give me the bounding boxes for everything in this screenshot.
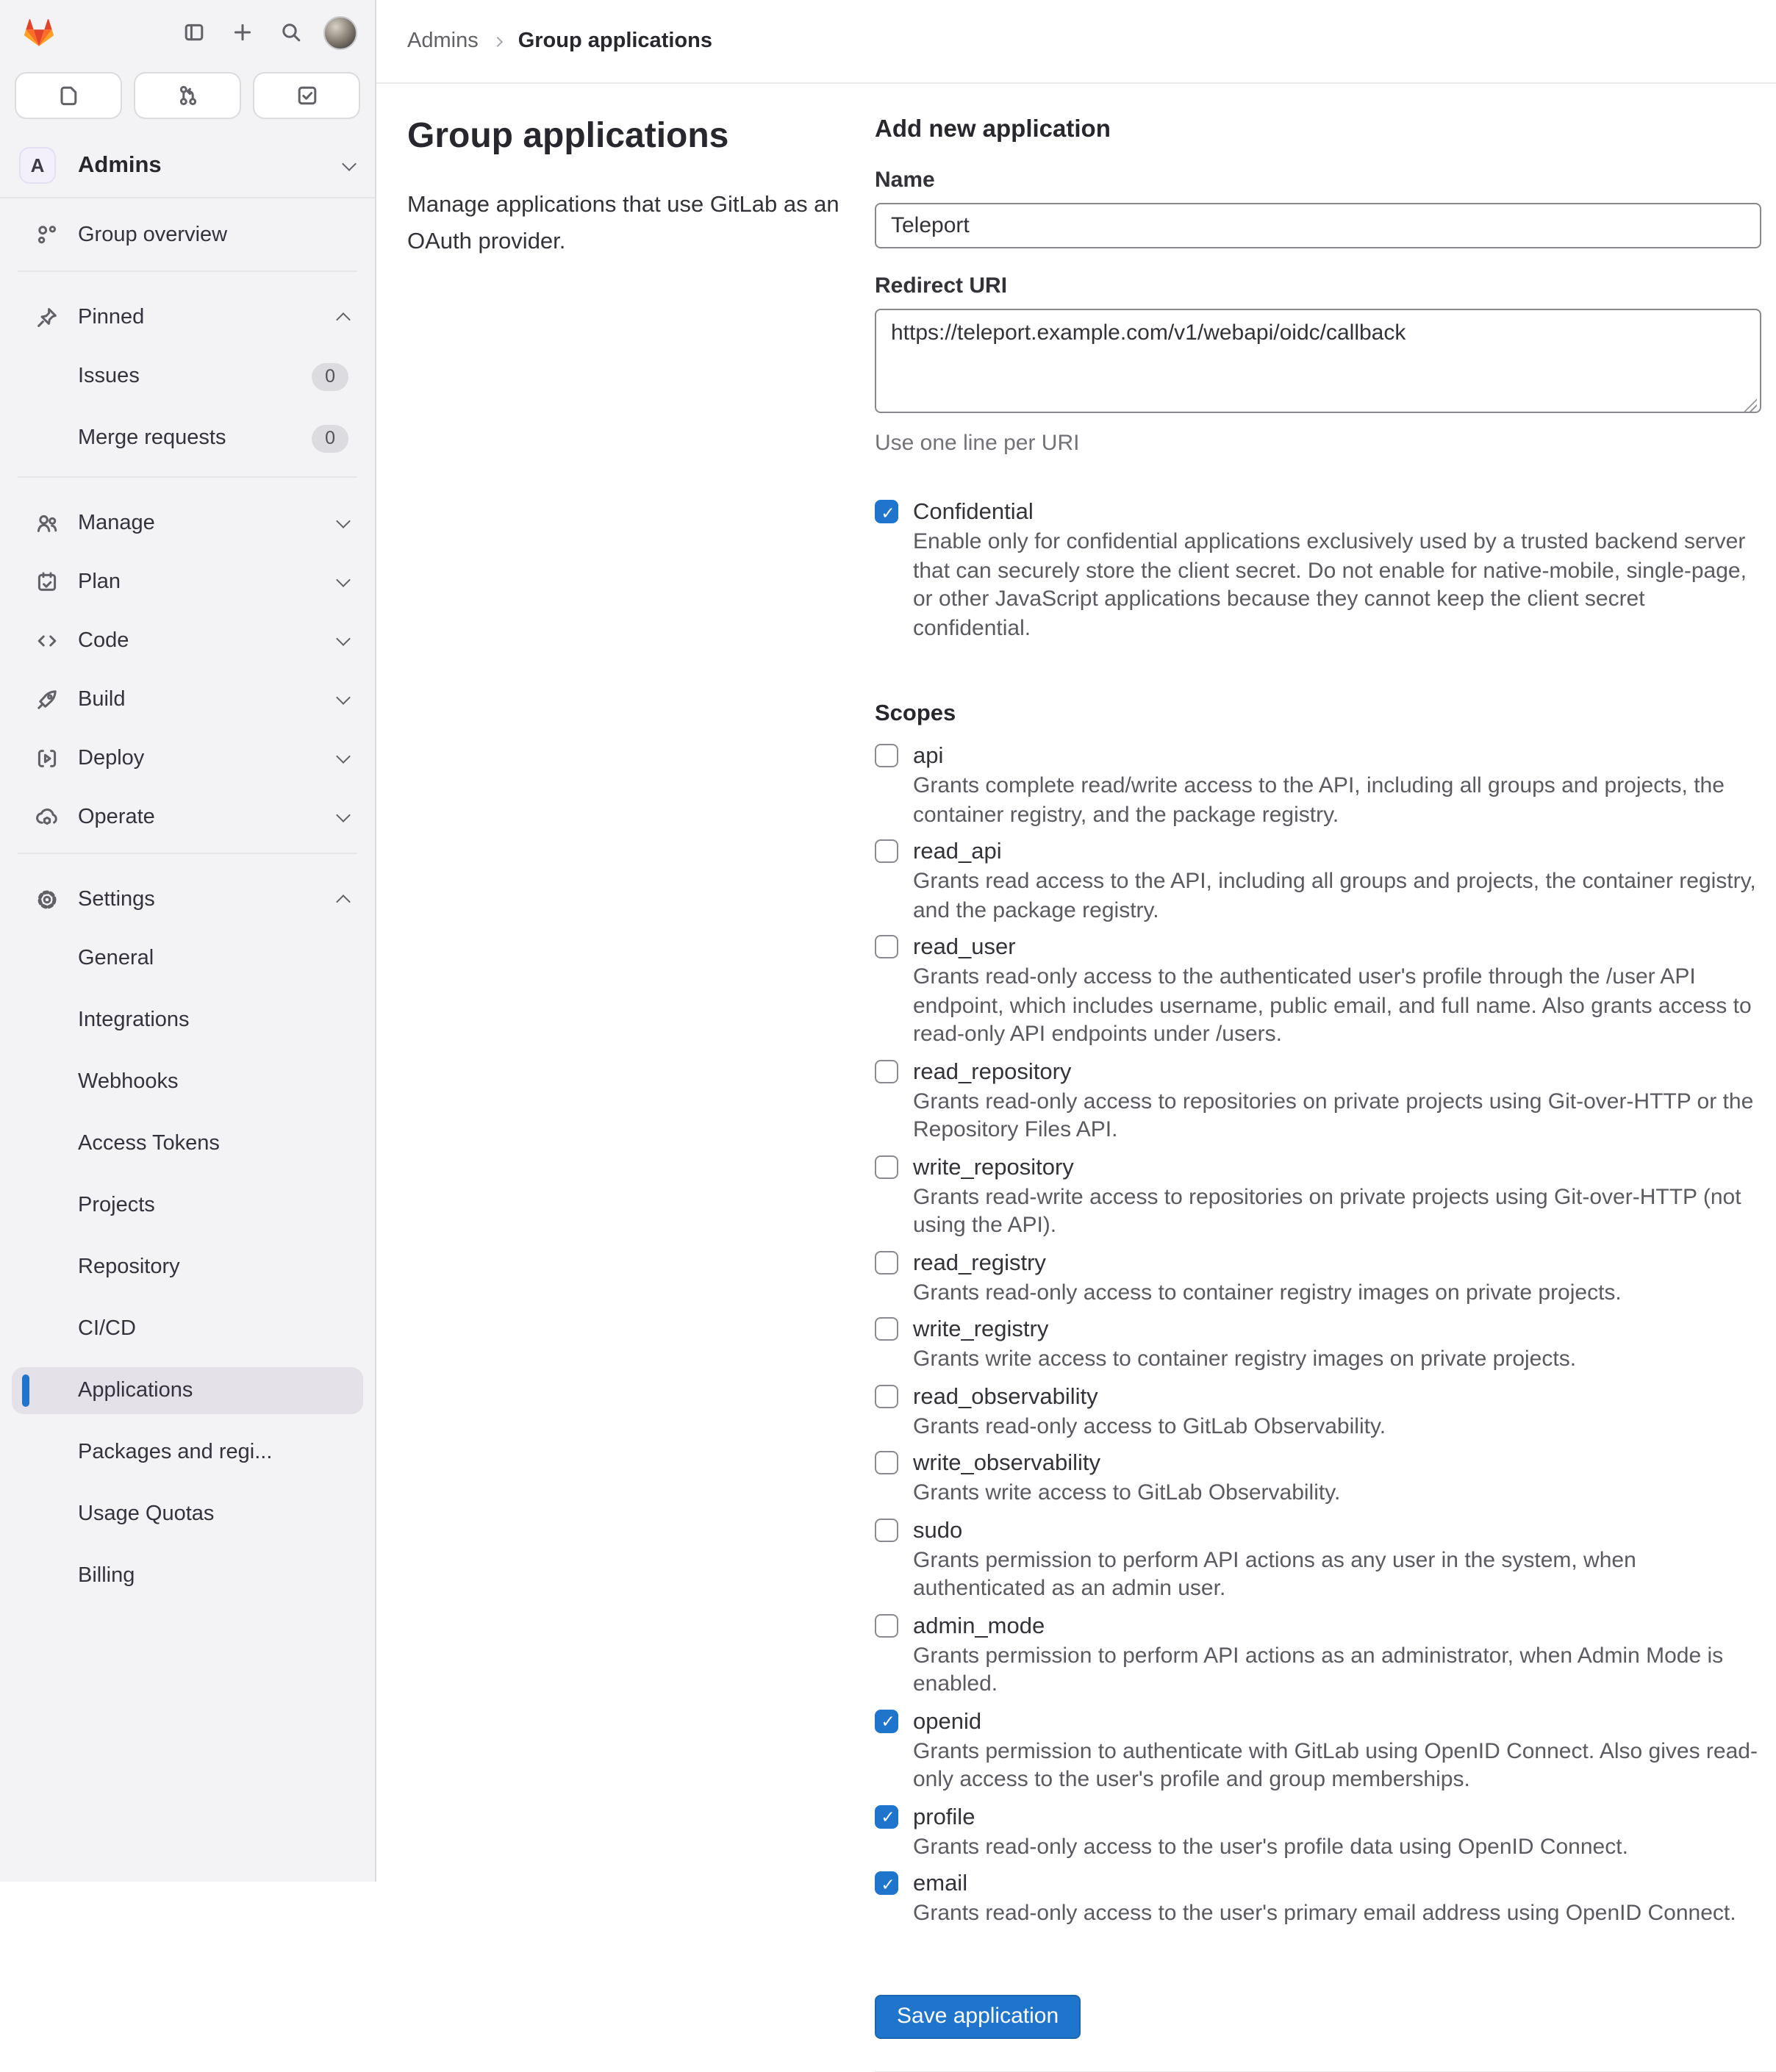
scope-item-write-repository (875, 1152, 1761, 1240)
sidebar-item-manage[interactable] (12, 500, 363, 547)
scope-description: Grants write access to GitLab Observability. (913, 1480, 1341, 1505)
sidebar-item-group-overview[interactable] (12, 212, 363, 259)
scope-item-profile (875, 1802, 1761, 1861)
sidebar-item-label: Code (78, 629, 129, 653)
divider (18, 270, 357, 272)
sidebar-item-label: General (78, 947, 154, 970)
scope-label[interactable]: api (913, 744, 944, 769)
scope-label[interactable]: read_observability (913, 1384, 1098, 1409)
scope-item-read-observability (875, 1381, 1761, 1441)
sidebar-item-pinned[interactable] (12, 294, 363, 341)
scope-item-email (875, 1868, 1761, 1928)
name-label: Name (875, 168, 935, 193)
chevron-down-icon (336, 808, 351, 822)
divider (18, 853, 357, 854)
scope-label[interactable]: profile (913, 1804, 975, 1829)
scope-description: Grants read-only access to GitLab Observability. (913, 1413, 1386, 1438)
sidebar-item-projects[interactable] (12, 1182, 363, 1229)
scope-label[interactable]: write_registry (913, 1317, 1049, 1342)
scope-description: Grants read-write access to repositories on private projects using Git-over-HTTP (not using the API). (913, 1184, 1741, 1238)
chevron-down-icon (342, 156, 357, 171)
scope-description: Grants permission to perform API actions as an administrator, when Admin Mode is enabled. (913, 1643, 1724, 1696)
sidebar-item-label: Pinned (78, 306, 145, 329)
divider (18, 476, 357, 478)
scope-checkbox[interactable] (875, 1250, 898, 1274)
scope-item-read-api (875, 836, 1761, 925)
sidebar-item-deploy[interactable] (12, 735, 363, 782)
scope-label[interactable]: read_repository (913, 1059, 1072, 1084)
redirect-uri-textarea[interactable] (875, 309, 1761, 413)
scope-description: Grants read-only access to the user's profile data using OpenID Connect. (913, 1834, 1628, 1859)
sidebar-item-repository[interactable] (12, 1244, 363, 1291)
scope-item-api (875, 741, 1761, 829)
scope-checkbox[interactable] (875, 1384, 898, 1408)
sidebar-item-label: Merge requests (78, 426, 226, 450)
scope-item-openid (875, 1706, 1761, 1794)
scope-label[interactable]: openid (913, 1709, 982, 1734)
sidebar-item-merge-requests[interactable] (12, 415, 363, 462)
chevron-down-icon (336, 573, 351, 587)
scope-item-write-observability (875, 1448, 1761, 1508)
sidebar-item-label: Integrations (78, 1008, 190, 1032)
plus-icon (231, 21, 254, 44)
scope-checkbox[interactable] (875, 935, 898, 958)
merge-requests-count-badge: 0 (312, 424, 348, 452)
issues-count-badge: 0 (312, 362, 348, 390)
issues-shortcut-button[interactable] (15, 72, 122, 119)
main-content (376, 0, 1776, 2029)
sidebar-item-label: Plan (78, 570, 121, 594)
sidebar-item-label: Deploy (78, 747, 145, 770)
resize-handle[interactable] (1744, 398, 1757, 412)
sidebar-item-settings[interactable] (12, 876, 363, 923)
group-avatar: A (19, 147, 56, 184)
group-context-switcher[interactable] (0, 134, 375, 198)
scope-description: Grants permission to authenticate with GitLab using OpenID Connect. Also gives read-only access to the user's profile and group memberships. (913, 1738, 1758, 1792)
pin-icon (35, 306, 59, 329)
shortcut-buttons (0, 60, 375, 134)
redirect-uri-label: Redirect URI (875, 273, 1008, 298)
create-new-button[interactable] (223, 13, 262, 51)
sidebar-item-label: Webhooks (78, 1070, 179, 1094)
user-avatar[interactable] (323, 15, 357, 49)
sidebar (0, 0, 376, 1882)
rocket-icon (35, 688, 59, 711)
todo-check-icon (295, 84, 318, 107)
sidebar-item-label: Applications (78, 1379, 193, 1402)
gitlab-logo-icon[interactable] (21, 15, 57, 50)
scope-checkbox[interactable] (875, 1871, 898, 1895)
cloud-pod-icon (35, 806, 59, 829)
sidebar-item-label: Group overview (78, 223, 228, 247)
sidebar-item-operate[interactable] (12, 794, 363, 841)
group-name: Admins (78, 152, 162, 177)
chevron-right-icon (493, 36, 504, 46)
scope-label[interactable]: read_registry (913, 1250, 1046, 1275)
sidebar-item-billing[interactable] (12, 1552, 363, 1599)
save-application-button[interactable]: Save application (875, 1994, 1081, 2038)
scope-description: Grants read-only access to repositories on private projects using Git-over-HTTP or the Repository Files API. (913, 1089, 1754, 1142)
code-icon (35, 629, 59, 653)
scope-checkbox[interactable] (875, 1317, 898, 1341)
page-description: Manage applications that use GitLab as an OAuth provider. (407, 193, 839, 254)
sidebar-item-label: Repository (78, 1255, 180, 1279)
scope-item-read-registry (875, 1247, 1761, 1307)
scope-label[interactable]: read_user (913, 935, 1016, 960)
todo-shortcut-button[interactable] (253, 72, 360, 119)
redirect-uri-help: Use one line per URI (875, 431, 1080, 456)
breadcrumb-admins[interactable]: Admins (407, 29, 479, 53)
scope-checkbox[interactable] (875, 1518, 898, 1541)
name-input[interactable] (875, 203, 1761, 248)
deploy-icon (35, 747, 59, 770)
scope-item-sudo (875, 1515, 1761, 1603)
users-icon (35, 512, 59, 535)
search-icon (279, 21, 303, 44)
group-overview-icon (35, 223, 59, 247)
scope-description: Grants read-only access to the user's primary email address using OpenID Connect. (913, 1901, 1736, 1926)
scope-checkbox[interactable] (875, 839, 898, 863)
sidebar-item-label: Manage (78, 512, 155, 535)
chevron-down-icon (336, 514, 351, 528)
sidebar-item-label: Projects (78, 1194, 155, 1217)
sidebar-toggle-icon (182, 21, 206, 44)
chevron-down-icon (336, 631, 351, 646)
scope-label[interactable]: write_repository (913, 1155, 1074, 1180)
sidebar-item-label: Usage Quotas (78, 1502, 215, 1526)
sidebar-item-issues[interactable] (12, 353, 363, 400)
sidebar-topbar (0, 0, 375, 60)
confidential-label[interactable]: Confidential (913, 500, 1034, 525)
breadcrumb (376, 0, 1776, 84)
active-indicator (22, 1374, 29, 1407)
chevron-down-icon (336, 749, 351, 764)
merge-requests-shortcut-button[interactable] (134, 72, 241, 119)
scope-description: Grants read access to the API, including all groups and projects, the container registry, and the package registry. (913, 869, 1756, 922)
sidebar-item-label: Operate (78, 806, 155, 829)
scope-checkbox[interactable] (875, 744, 898, 767)
confidential-description: Enable only for confidential applications exclusively used by a trusted backend server that can securely store the client secret. Do not enable for native-mobile, single-page, or other JavaScript applications because they cannot keep the client secret confidential. (913, 529, 1747, 640)
sidebar-item-webhooks[interactable] (12, 1058, 363, 1105)
search-button[interactable] (272, 13, 310, 51)
scope-description: Grants permission to perform API actions as any user in the system, when authenticated as an admin user. (913, 1547, 1636, 1601)
confidential-checkbox[interactable] (875, 500, 898, 523)
merge-request-icon (176, 84, 199, 107)
scope-label[interactable]: read_api (913, 839, 1002, 864)
sidebar-item-code[interactable] (12, 617, 363, 664)
sidebar-item-plan[interactable] (12, 559, 363, 606)
scope-checkbox[interactable] (875, 1059, 898, 1083)
scope-item-admin-mode (875, 1610, 1761, 1699)
chevron-up-icon (336, 312, 351, 327)
scope-item-read-repository (875, 1056, 1761, 1144)
form-section-title: Add new application (875, 116, 1111, 143)
sidebar-item-label: CI/CD (78, 1317, 136, 1341)
scope-label[interactable]: write_observability (913, 1451, 1100, 1476)
sidebar-item-build[interactable] (12, 676, 363, 723)
scope-description: Grants write access to container registry images on private projects. (913, 1347, 1577, 1372)
sidebar-item-label: Billing (78, 1564, 135, 1588)
gear-icon (35, 888, 59, 911)
scope-checkbox[interactable] (875, 1613, 898, 1637)
sidebar-item-label: Access Tokens (78, 1132, 220, 1155)
sidebar-item-cicd[interactable] (12, 1305, 363, 1352)
breadcrumb-current: Group applications (518, 29, 712, 53)
scope-checkbox[interactable] (875, 1804, 898, 1828)
scope-item-read-user (875, 932, 1761, 1049)
sidebar-item-applications[interactable] (12, 1367, 363, 1414)
scope-description: Grants complete read/write access to the API, including all groups and projects, the container registry, and the package registry. (913, 773, 1725, 827)
scope-checkbox[interactable] (875, 1709, 898, 1732)
sidebar-item-packages-and-registries[interactable] (12, 1429, 363, 1476)
sidebar-toggle-button[interactable] (175, 13, 213, 51)
sidebar-item-integrations[interactable] (12, 997, 363, 1044)
calendar-icon (35, 570, 59, 594)
scope-checkbox[interactable] (875, 1451, 898, 1474)
page-body (376, 84, 1776, 2029)
scope-description: Grants read-only access to container registry images on private projects. (913, 1280, 1622, 1305)
sidebar-item-label: Build (78, 688, 126, 711)
sidebar-item-label: Issues (78, 365, 140, 388)
page-title: Group applications (407, 116, 729, 156)
chevron-up-icon (336, 895, 351, 909)
sidebar-item-label: Settings (78, 888, 155, 911)
sidebar-item-usage-quotas[interactable] (12, 1491, 363, 1538)
scope-checkbox[interactable] (875, 1155, 898, 1178)
scope-label[interactable]: sudo (913, 1518, 963, 1543)
scope-label[interactable]: admin_mode (913, 1613, 1045, 1638)
scopes-label: Scopes (875, 701, 956, 726)
sidebar-nav (0, 198, 375, 1643)
scope-label[interactable]: email (913, 1871, 968, 1896)
add-application-form (875, 104, 1761, 2029)
sidebar-item-label: Packages and regi... (78, 1441, 273, 1464)
scope-item-write-registry (875, 1314, 1761, 1374)
settings-intro-column (407, 104, 842, 1882)
chevron-down-icon (336, 690, 351, 705)
issues-icon (57, 84, 80, 107)
scope-description: Grants read-only access to the authenticated user's profile through the /user API endpoint, which includes username, public email, and full name. Also grants access to read-only API endpoints under /users. (913, 964, 1752, 1047)
sidebar-item-access-tokens[interactable] (12, 1120, 363, 1167)
sidebar-item-general[interactable] (12, 935, 363, 982)
